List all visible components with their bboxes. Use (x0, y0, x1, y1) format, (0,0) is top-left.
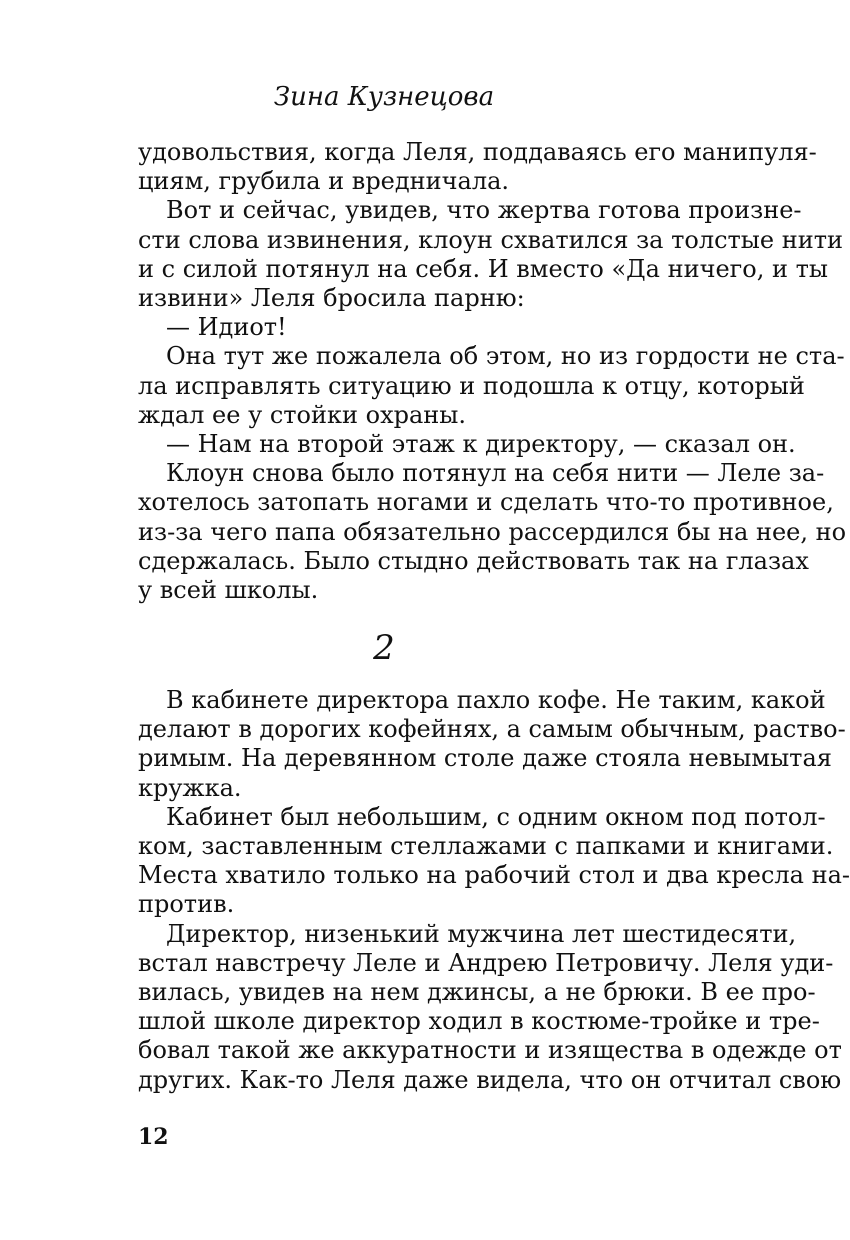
text-line: сдержалась. Было стыдно действовать так на глазах (138, 546, 809, 575)
text-line: Места хватило только на рабочий стол и два кресла на- (138, 861, 850, 890)
text-line: у всей школы. (138, 576, 319, 605)
text-line: встал навстречу Леле и Андрею Петровичу. Леля уди- (138, 948, 834, 977)
text-line: удовольствия, когда Леля, поддаваясь его манипуля- (138, 138, 817, 166)
text-line: ждал ее у стойки охраны. (138, 400, 466, 429)
text-line: Вот и сейчас, увидев, что жертва готова произне- (166, 196, 802, 225)
text-line: вилась, увидев на нем джинсы, а не брюки. В ее про- (138, 978, 816, 1007)
text-line: и с силой потянул на себя. И вместо «Да ничего, и ты (138, 254, 828, 283)
text-line: хотелось затопать ногами и сделать что-то противное, (138, 488, 834, 517)
text-block-chapter-2 (138, 686, 850, 1095)
text-line: Она тут же пожалела об этом, но из гордости не ста- (166, 342, 845, 371)
text-line: делают в дорогих кофейнях, а самым обычным, раство- (138, 715, 846, 744)
text-line: других. Как-то Леля даже видела, что он отчитал свою (138, 1065, 842, 1094)
text-line: Кабинет был небольшим, с одним окном под потол- (166, 802, 826, 831)
text-line: бовал такой же аккуратности и изящества в одежде от (138, 1036, 842, 1065)
text-line: кружка. (138, 773, 242, 802)
text-line: Директор, низенький мужчина лет шестидесяти, (166, 919, 797, 948)
text-line: извини» Леля бросила парню: (138, 284, 525, 313)
text-line: римым. На деревянном столе даже стояла невымытая (138, 744, 832, 773)
text-line: шлой школе директор ходил в костюме-тройке и тре- (138, 1007, 820, 1036)
text-line: против. (138, 890, 235, 919)
text-line: из-за чего папа обязательно рассердился бы на нее, но (138, 517, 847, 546)
text-line: Клоун снова было потянул на себя нити — Леле за- (166, 459, 825, 488)
page-number: 12 (138, 1124, 169, 1150)
text-block-before-chapter (138, 138, 847, 605)
text-line: ла исправлять ситуацию и подошла к отцу, который (138, 371, 805, 400)
text-line: сти слова извинения, клоун схватился за толстые нити (138, 225, 843, 254)
chapter-number: 2 (373, 628, 395, 668)
running-header-author: Зина Кузнецова (273, 82, 495, 112)
text-line: — Нам на второй этаж к директору, — сказал он. (166, 430, 796, 459)
text-line: циям, грубила и вредничала. (138, 167, 510, 196)
text-line: ком, заставленным стеллажами с папками и книгами. (138, 832, 834, 861)
text-line: В кабинете директора пахло кофе. Не таким, какой (166, 686, 826, 714)
text-line: — Идиот! (166, 313, 287, 342)
